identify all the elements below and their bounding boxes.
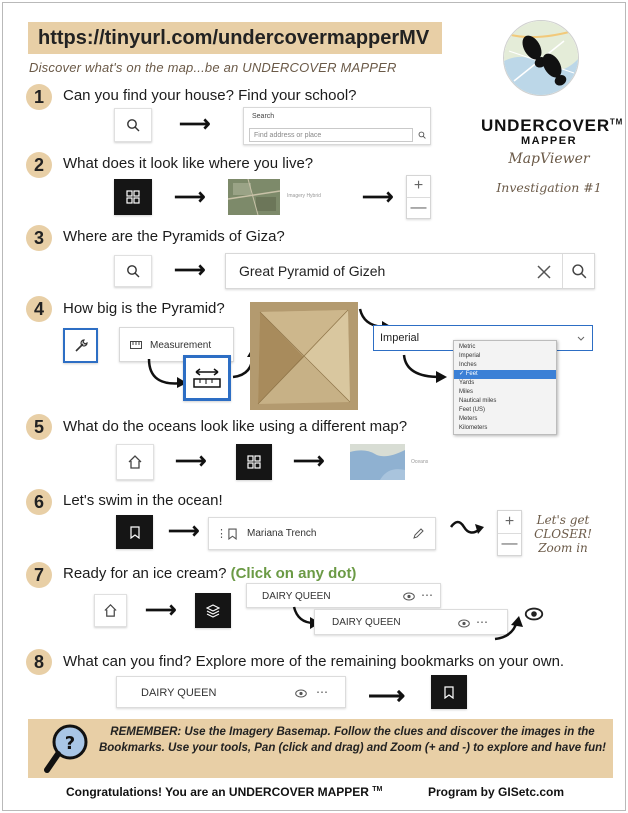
bookmarks-button[interactable]: [116, 515, 153, 549]
zoom-out-button[interactable]: —: [498, 533, 521, 556]
footer-trademark: TM: [372, 786, 383, 793]
svg-text:?: ?: [64, 733, 76, 754]
arrow-icon: ⟶: [293, 448, 325, 473]
ocean-thumbnail-icon: [350, 444, 405, 480]
edit-pencil-icon[interactable]: [413, 528, 424, 539]
step-number-3: 3: [26, 225, 52, 251]
chevron-down-icon: [577, 336, 585, 342]
logo-map-circle: [503, 20, 579, 96]
oceans-label: Oceans: [411, 459, 429, 465]
brand-subtitle: MAPPER: [520, 135, 578, 147]
bookmark-icon: [444, 686, 454, 699]
search-icon: [126, 264, 140, 278]
search-button[interactable]: [114, 255, 152, 287]
eye-icon[interactable]: [403, 592, 415, 601]
unit-option[interactable]: Inches: [459, 362, 477, 368]
layer-title: DAIRY QUEEN: [141, 687, 217, 699]
satellite-thumbnail-icon: [228, 179, 280, 215]
search-icon: [126, 118, 140, 132]
search-submit-button[interactable]: [416, 128, 428, 142]
more-options-icon[interactable]: ⋯: [476, 615, 488, 629]
unit-option[interactable]: Metric: [459, 344, 476, 350]
curved-arrow-icon: [400, 353, 452, 385]
eye-icon[interactable]: [524, 607, 544, 621]
search-icon: [418, 131, 426, 139]
zoom-control: [406, 175, 431, 219]
search-panel-label: Search: [252, 113, 275, 120]
basemap-gallery-button[interactable]: [236, 444, 272, 480]
basemap-gallery-button[interactable]: [114, 179, 152, 215]
wrench-icon: [73, 338, 89, 354]
step-question-7: [63, 565, 356, 582]
search-input[interactable]: Find address or place: [249, 128, 413, 142]
brand-title-text: UNDERCOVER: [481, 116, 610, 135]
brand-title: [481, 116, 624, 136]
investigation-label: Investigation #1: [496, 180, 602, 195]
layers-button[interactable]: [195, 593, 231, 628]
layer-title: DAIRY QUEEN: [332, 617, 401, 628]
oceans-basemap-thumbnail[interactable]: [350, 444, 405, 480]
distance-measure-button[interactable]: [183, 355, 231, 401]
drag-handle-icon[interactable]: ⋮: [216, 528, 227, 540]
zoom-control: [497, 510, 522, 556]
layer-title: DAIRY QUEEN: [262, 591, 331, 602]
magnifier-question-icon: [43, 722, 91, 776]
unit-option-selected[interactable]: ✓ Feet: [454, 370, 556, 379]
step-question-4: How big is the Pyramid?: [63, 300, 225, 317]
brand-app-name: MapViewer: [508, 151, 590, 167]
search-result-bar: [225, 253, 595, 289]
home-icon: [127, 454, 143, 470]
measurement-label: Measurement: [150, 340, 212, 351]
zoom-callout: Let's get CLOSER! Zoom in: [534, 513, 592, 555]
eye-icon[interactable]: [295, 689, 307, 698]
layer-popup-item[interactable]: [116, 676, 346, 708]
brand-trademark: TM: [609, 117, 624, 127]
tools-button[interactable]: [63, 328, 98, 363]
bookmark-label: Mariana Trench: [247, 528, 317, 539]
step-number-5: 5: [26, 414, 52, 440]
url-text[interactable]: https://tinyurl.com/undercovermapperMV: [38, 26, 430, 49]
step-question-7-text: Ready for an ice cream?: [63, 565, 227, 582]
arrow-icon: ⟶: [368, 680, 406, 710]
unit-options-list: [453, 340, 557, 435]
url-banner[interactable]: [28, 22, 442, 54]
bookmark-icon: [228, 528, 237, 540]
home-button[interactable]: [116, 444, 154, 480]
zoom-out-button[interactable]: —: [407, 197, 430, 219]
worksheet-page: [2, 2, 626, 811]
search-input[interactable]: Great Pyramid of Gizeh: [239, 263, 386, 279]
distance-ruler-icon: [192, 367, 222, 389]
step-number-4: 4: [26, 296, 52, 322]
layer-popup-item[interactable]: [246, 583, 441, 608]
bookmarks-button[interactable]: [431, 675, 467, 709]
more-options-icon[interactable]: ⋯: [421, 588, 433, 602]
arrow-icon: ⟶: [145, 597, 177, 622]
basemap-gallery-icon: [126, 190, 140, 204]
step-question-5: What do the oceans look like using a different map?: [63, 418, 408, 435]
step-number-1: 1: [26, 84, 52, 110]
zoom-in-button[interactable]: +: [413, 177, 424, 195]
bookmark-item[interactable]: [208, 517, 436, 550]
layers-icon: [206, 604, 220, 618]
step-hint-7: (Click on any dot): [230, 565, 357, 582]
unit-option[interactable]: Meters: [459, 416, 478, 422]
ruler-icon: [130, 341, 142, 349]
clear-search-button[interactable]: [535, 263, 553, 281]
unit-option[interactable]: Miles: [459, 389, 474, 395]
pyramid-satellite-image[interactable]: [250, 302, 358, 410]
selected-unit-label: Feet: [465, 371, 478, 377]
squiggle-arrow-icon: [448, 515, 488, 541]
unit-option[interactable]: Yards: [459, 380, 475, 386]
search-icon: [571, 263, 587, 279]
step-question-1: Can you find your house? Find your school?: [63, 87, 357, 104]
unit-option[interactable]: Feet (US): [459, 407, 486, 413]
home-icon: [103, 603, 118, 618]
search-submit-button[interactable]: [562, 254, 595, 288]
step-question-2: What does it look like where you live?: [63, 155, 314, 172]
tagline: Discover what's on the map...be an UNDERCOVER MAPPER: [29, 60, 397, 75]
more-options-icon[interactable]: ⋯: [316, 685, 328, 699]
unit-option[interactable]: Imperial: [459, 353, 481, 359]
arrow-icon: ⟶: [179, 111, 211, 136]
step-number-2: 2: [26, 152, 52, 178]
arrow-icon: ⟶: [174, 257, 206, 282]
step-question-8: What can you find? Explore more of the remaining bookmarks on your own.: [63, 653, 565, 670]
footer-congrats-text: Congratulations! You are an UNDERCOVER MAPPER: [66, 785, 369, 799]
eye-icon[interactable]: [458, 619, 470, 628]
layer-popup-item[interactable]: [314, 609, 508, 635]
imagery-hybrid-label: Imagery Hybrid: [287, 193, 321, 199]
basemap-gallery-icon: [247, 455, 261, 469]
remember-text: REMEMBER: Use the Imagery Basemap. Follow the clues and discover the images in the Bookmarks. Use your tools, Pan (click and drag) and Zoom (+ and -) to explore and have fun!: [98, 726, 607, 754]
search-panel: [243, 107, 431, 145]
pyramid-image-icon: [250, 302, 358, 410]
unit-dropdown-value: Imperial: [380, 332, 420, 344]
curved-arrow-icon: [491, 615, 527, 643]
footprints-logo-icon: [504, 21, 579, 96]
search-button[interactable]: [114, 108, 152, 142]
close-icon: [535, 263, 553, 281]
unit-option[interactable]: Nautical miles: [459, 398, 497, 404]
unit-option[interactable]: Kilometers: [459, 425, 488, 431]
step-question-3: Where are the Pyramids of Giza?: [63, 228, 285, 245]
home-button[interactable]: [94, 594, 127, 627]
step-number-6: 6: [26, 489, 52, 515]
footer-congrats: [66, 785, 382, 799]
step-number-7: 7: [26, 562, 52, 588]
step-number-8: 8: [26, 649, 52, 675]
arrow-icon: ⟶: [174, 184, 206, 209]
zoom-in-button[interactable]: +: [504, 512, 515, 530]
bookmark-icon: [130, 526, 140, 539]
step-question-6: Let's swim in the ocean!: [63, 492, 223, 509]
imagery-hybrid-thumbnail[interactable]: [228, 179, 280, 215]
arrow-icon: ⟶: [175, 448, 207, 473]
arrow-icon: ⟶: [168, 518, 200, 543]
arrow-icon: ⟶: [362, 184, 394, 209]
footer-program[interactable]: Program by GISetc.com: [428, 785, 565, 799]
